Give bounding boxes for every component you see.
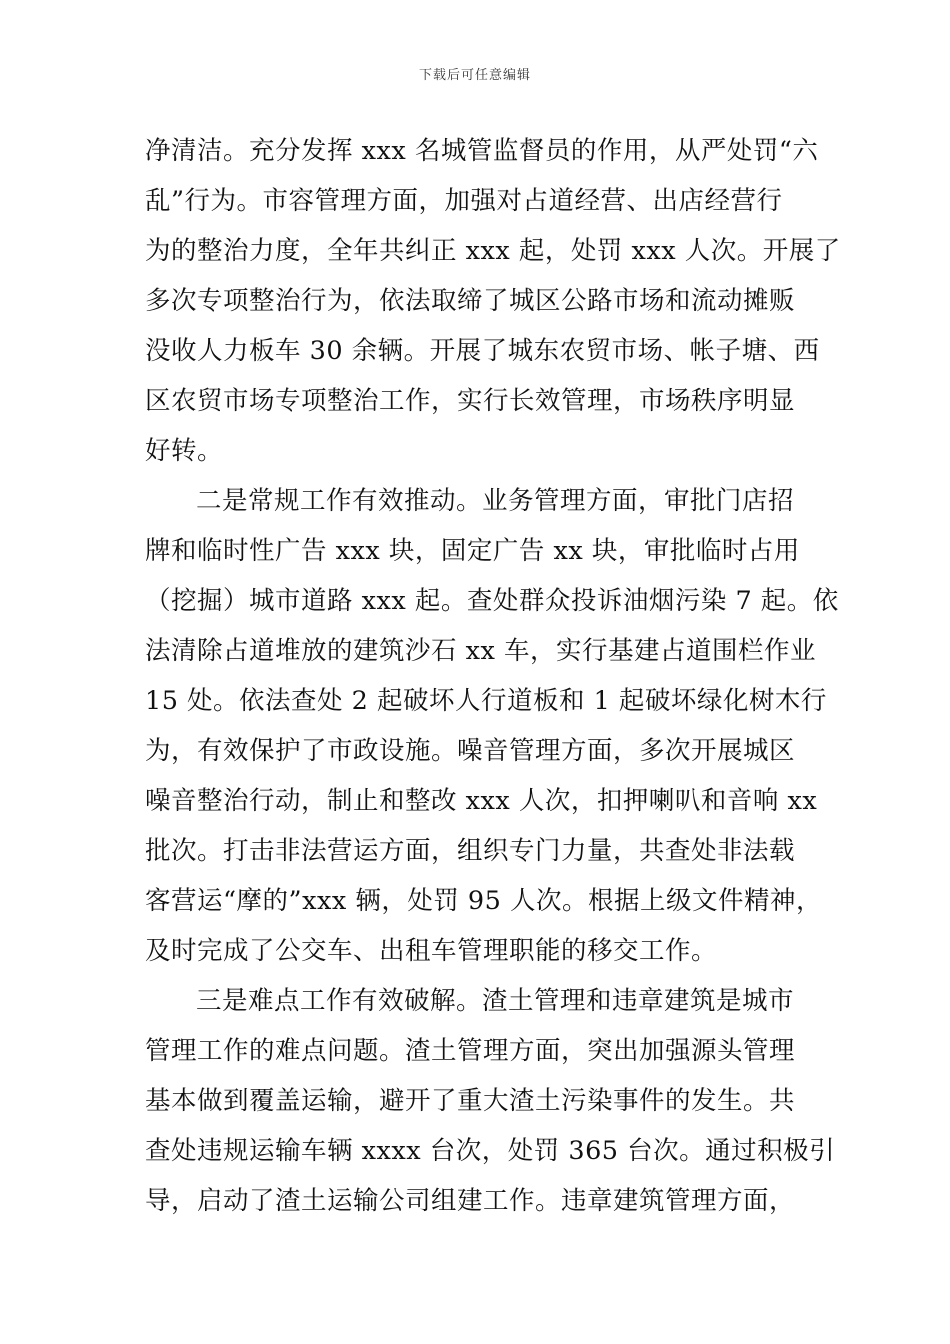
text-line: 为的整治力度，全年共纠正 xxx 起，处罚 xxx 人次。开展了	[145, 236, 841, 266]
document-body	[145, 126, 841, 1226]
text-line: 为，有效保护了市政设施。噪音管理方面，多次开展城区	[145, 736, 796, 766]
page-header-note: 下载后可任意编辑	[418, 68, 531, 83]
text-line: 基本做到覆盖运输，避开了重大渣土污染事件的发生。共	[145, 1086, 796, 1116]
text-line: 净清洁。充分发挥 xxx 名城管监督员的作用，从严处罚“六	[145, 136, 819, 166]
text-line: 15 处。依法查处 2 起破坏人行道板和 1 起破坏绿化树木行	[145, 686, 827, 716]
text-line: 多次专项整治行为，依法取缔了城区公路市场和流动摊贩	[145, 286, 796, 316]
text-line: 批次。打击非法营运方面，组织专门力量，共查处非法载	[145, 836, 796, 866]
text-line: （挖掘）城市道路 xxx 起。查处群众投诉油烟污染 7 起。依	[145, 586, 839, 616]
text-line: 客营运“摩的”xxx 辆，处罚 95 人次。根据上级文件精神，	[145, 886, 822, 916]
text-line: 噪音整治行动，制止和整改 xxx 人次，扣押喇叭和音响 xx	[145, 786, 818, 816]
text-line: 法清除占道堆放的建筑沙石 xx 车，实行基建占道围栏作业	[145, 636, 816, 666]
text-line: 及时完成了公交车、出租车管理职能的移交工作。	[145, 936, 718, 966]
paragraph-start-line: 三是难点工作有效破解。渣土管理和违章建筑是城市	[196, 986, 795, 1016]
text-line: 管理工作的难点问题。渣土管理方面，突出加强源头管理	[145, 1036, 796, 1066]
text-line: 查处违规运输车辆 xxxx 台次，处罚 365 台次。通过积极引	[145, 1136, 836, 1166]
paragraph-start-line: 二是常规工作有效推动。业务管理方面，审批门店招	[196, 486, 795, 516]
text-line: 乱”行为。市容管理方面，加强对占道经营、出店经营行	[145, 186, 783, 216]
text-line: 没收人力板车 30 余辆。开展了城东农贸市场、帐子塘、西	[145, 336, 820, 366]
text-line: 区农贸市场专项整治工作，实行长效管理，市场秩序明显	[145, 386, 796, 416]
text-line: 导，启动了渣土运输公司组建工作。违章建筑管理方面，	[145, 1186, 796, 1216]
text-line: 牌和临时性广告 xxx 块，固定广告 xx 块，审批临时占用	[145, 536, 800, 566]
text-line: 好转。	[145, 436, 224, 466]
